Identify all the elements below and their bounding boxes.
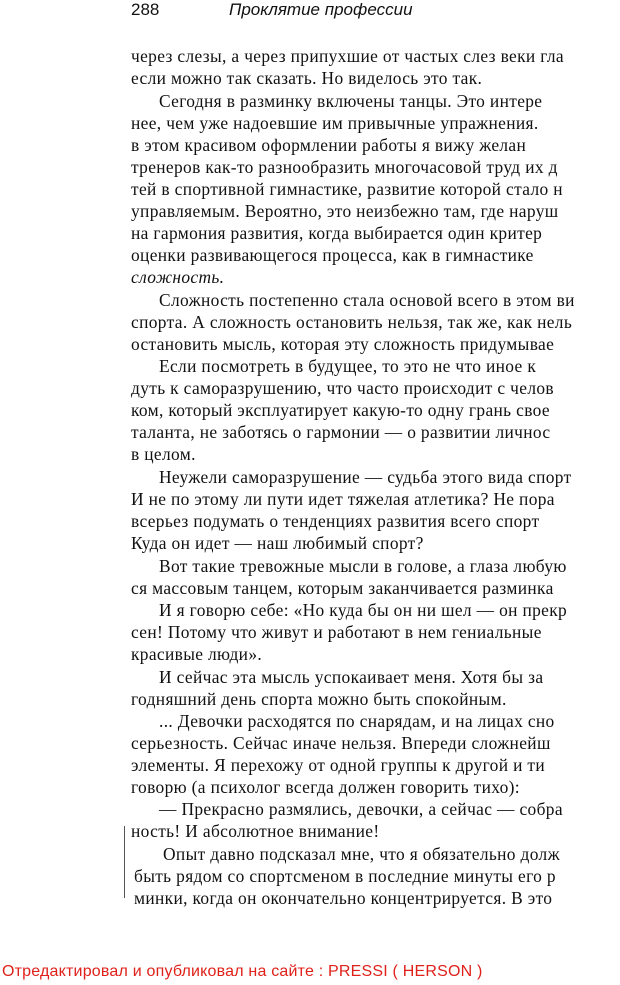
page-number: 288 <box>131 0 160 19</box>
text-line: Вот такие тревожные мысли в голове, а глаза любую <box>159 556 567 576</box>
text-line: Куда он идет — наш любимый спорт? <box>131 533 424 553</box>
italic-word: сложность. <box>131 267 225 287</box>
text-line: ся массовым танцем, которым заканчивается разминка <box>131 578 554 598</box>
text-line: в целом. <box>131 444 196 464</box>
text-line: дуть к саморазрушению, что часто происходит с челов <box>131 378 554 398</box>
text-line: ком, который эксплуатирует какую-то одну грань свое <box>131 400 550 420</box>
running-title: Проклятие профессии <box>229 0 413 19</box>
text-line: управляемым. Вероятно, это неизбежно там, где наруш <box>131 201 559 221</box>
text-line: говорю (а психолог всегда должен говорить тихо): <box>131 777 520 797</box>
text-line: быть рядом со спортсменом в последние минуты его р <box>134 866 556 886</box>
text-line: Сложность постепенно стала основой всего в этом ви <box>159 290 575 310</box>
text-line: оценки развивающегося процесса, как в гимнастике <box>131 245 534 265</box>
text-line: годняшний день спорта можно быть спокойным. <box>131 689 507 709</box>
text-line: в этом красивом оформлении работы я вижу желан <box>131 135 527 155</box>
text-line: красивые люди». <box>131 644 263 664</box>
text-line: И сейчас эта мысль успокаивает меня. Хотя бы за <box>159 667 544 687</box>
text-line: ность! И абсолютное внимание! <box>131 821 380 841</box>
text-line: таланта, не заботясь о гармонии — о развитии личнос <box>131 422 551 442</box>
text-line: остановить мысль, которая эту сложность придумывае <box>131 334 555 354</box>
text-line: Сегодня в разминку включены танцы. Это интере <box>159 91 543 111</box>
text-line: Если посмотреть в будущее, то это не что иное к <box>159 356 537 376</box>
text-line: Неужели саморазрушение — судьба этого вида спорт <box>159 467 572 487</box>
text-line: Опыт давно подсказал мне, что я обязательно долж <box>163 844 560 864</box>
text-line: нее, чем уже надоевшие им привычные упражнения. <box>131 113 539 133</box>
text-line: на гармония развития, когда выбирается один критер <box>131 223 543 243</box>
text-line: всерьез подумать о тенденциях развития всего спорт <box>131 511 540 531</box>
footer-note: Отредактировал и опубликовал на сайте : PRESSI ( HERSON ) <box>2 963 483 980</box>
text-line: элементы. Я перехожу от одной группы к другой и ти <box>131 755 546 775</box>
text-line: И не по этому ли пути идет тяжелая атлетика? Не пора <box>131 489 555 509</box>
text-line: ... Девочки расходятся по снарядам, и на лицах сно <box>159 711 555 731</box>
text-line: серьезность. Сейчас иначе нельзя. Впереди сложнейш <box>131 733 551 753</box>
text-line: И я говорю себе: «Но куда бы он ни шел — он прекр <box>159 600 568 620</box>
text-line: минки, когда он окончательно концентрируется. В это <box>134 888 553 908</box>
text-line: тей в спортивной гимнастике, развитие которой стало н <box>131 179 563 199</box>
text-line: если можно так сказать. Но виделось это так. <box>131 68 483 88</box>
text-line: тренеров как-то разнообразить многочасовой труд их д <box>131 157 558 177</box>
text-line: сен! Потому что живут и работают в нем гениальные <box>131 622 542 642</box>
text-line: спорта. А сложность остановить нельзя, так же, как нель <box>131 312 573 332</box>
text-line: — Прекрасно размялись, девочки, а сейчас — собра <box>159 799 563 819</box>
text-line: через слезы, а через припухшие от частых слез веки гла <box>131 46 564 66</box>
margin-rule <box>124 826 125 898</box>
